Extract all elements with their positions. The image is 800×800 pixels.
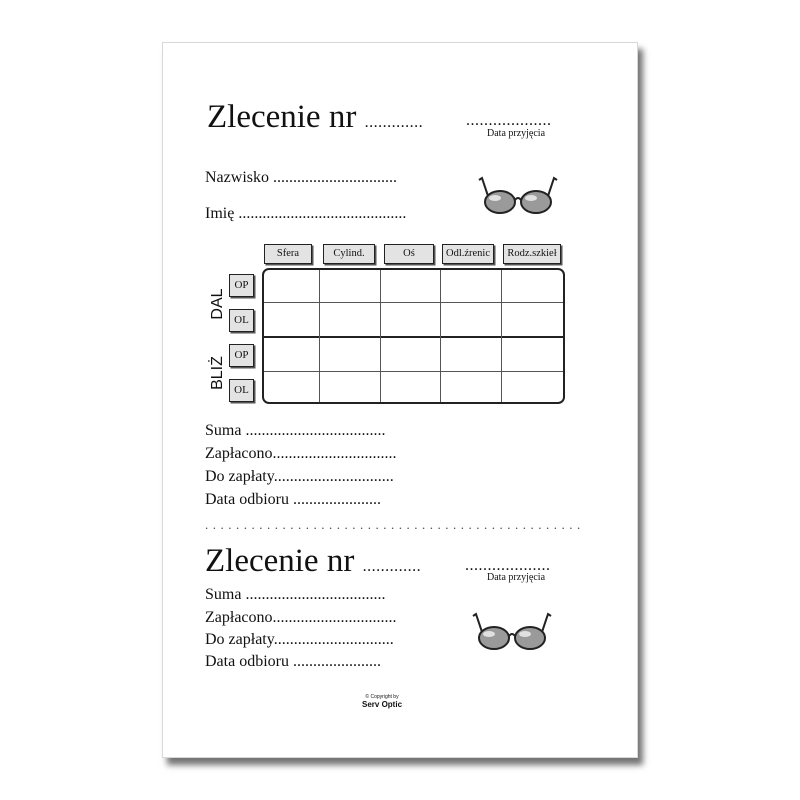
brand-name: Serv Optic (362, 700, 403, 709)
stub-paid-field: Zapłacono............................... (205, 609, 397, 626)
grid-col-divider (501, 270, 502, 402)
column-header-sphere: Sfera (264, 244, 312, 264)
date-received-dots: ................... (466, 112, 552, 129)
servoptic-logo (362, 694, 402, 709)
grid-row-divider (264, 302, 563, 303)
glasses-icon (472, 610, 552, 654)
amount-due-field: Do zapłaty.............................. (205, 468, 394, 485)
column-header-pupil-distance: Odl.źrenic (442, 244, 494, 264)
stub-pickup-date-field: Data odbioru ...................... (205, 653, 381, 670)
row-tag-near-right-eye: OP (229, 344, 254, 367)
stub-date-received-dots: ................... (465, 557, 551, 574)
group-label-far: DAL (209, 288, 226, 320)
glasses-icon (478, 174, 558, 218)
surname-field: Nazwisko ............................... (205, 169, 397, 186)
column-header-cylinder: Cylind. (323, 244, 375, 264)
group-label-near: BLIŻ (209, 356, 226, 390)
prescription-grid (262, 268, 565, 404)
grid-col-divider (319, 270, 320, 402)
stub-order-number-dots: ............. (362, 558, 422, 575)
stub-date-received-label: Data przyjęcia (487, 572, 546, 583)
row-tag-far-right-eye: OP (229, 274, 254, 297)
copyright-text: © Copyright by (365, 694, 399, 700)
pickup-date-field: Data odbioru ...................... (205, 491, 381, 508)
stub-amount-due-field: Do zapłaty.............................. (205, 631, 394, 648)
grid-row-divider (264, 371, 563, 372)
grid-col-divider (380, 270, 381, 402)
stub-sum-field: Suma ................................... (205, 586, 386, 603)
form-title: Zlecenie nr ............. (207, 99, 424, 135)
stub-title: Zlecenie nr ............. (205, 543, 422, 579)
date-received-label: Data przyjęcia (487, 128, 546, 139)
grid-col-divider (440, 270, 441, 402)
sum-field: Suma ................................... (205, 422, 386, 439)
column-header-frame-type: Rodz.szkieł (503, 244, 561, 264)
paid-field: Zapłacono............................... (205, 445, 397, 462)
row-tag-near-left-eye: OL (229, 379, 254, 402)
grid-group-divider (264, 336, 563, 338)
row-tag-far-left-eye: OL (229, 309, 254, 332)
name-field: Imię .......................................... (205, 205, 407, 222)
column-header-axis: Oś (384, 244, 434, 264)
order-number-dots: ............. (364, 114, 424, 131)
tear-off-separator: ................................................. (205, 517, 585, 532)
